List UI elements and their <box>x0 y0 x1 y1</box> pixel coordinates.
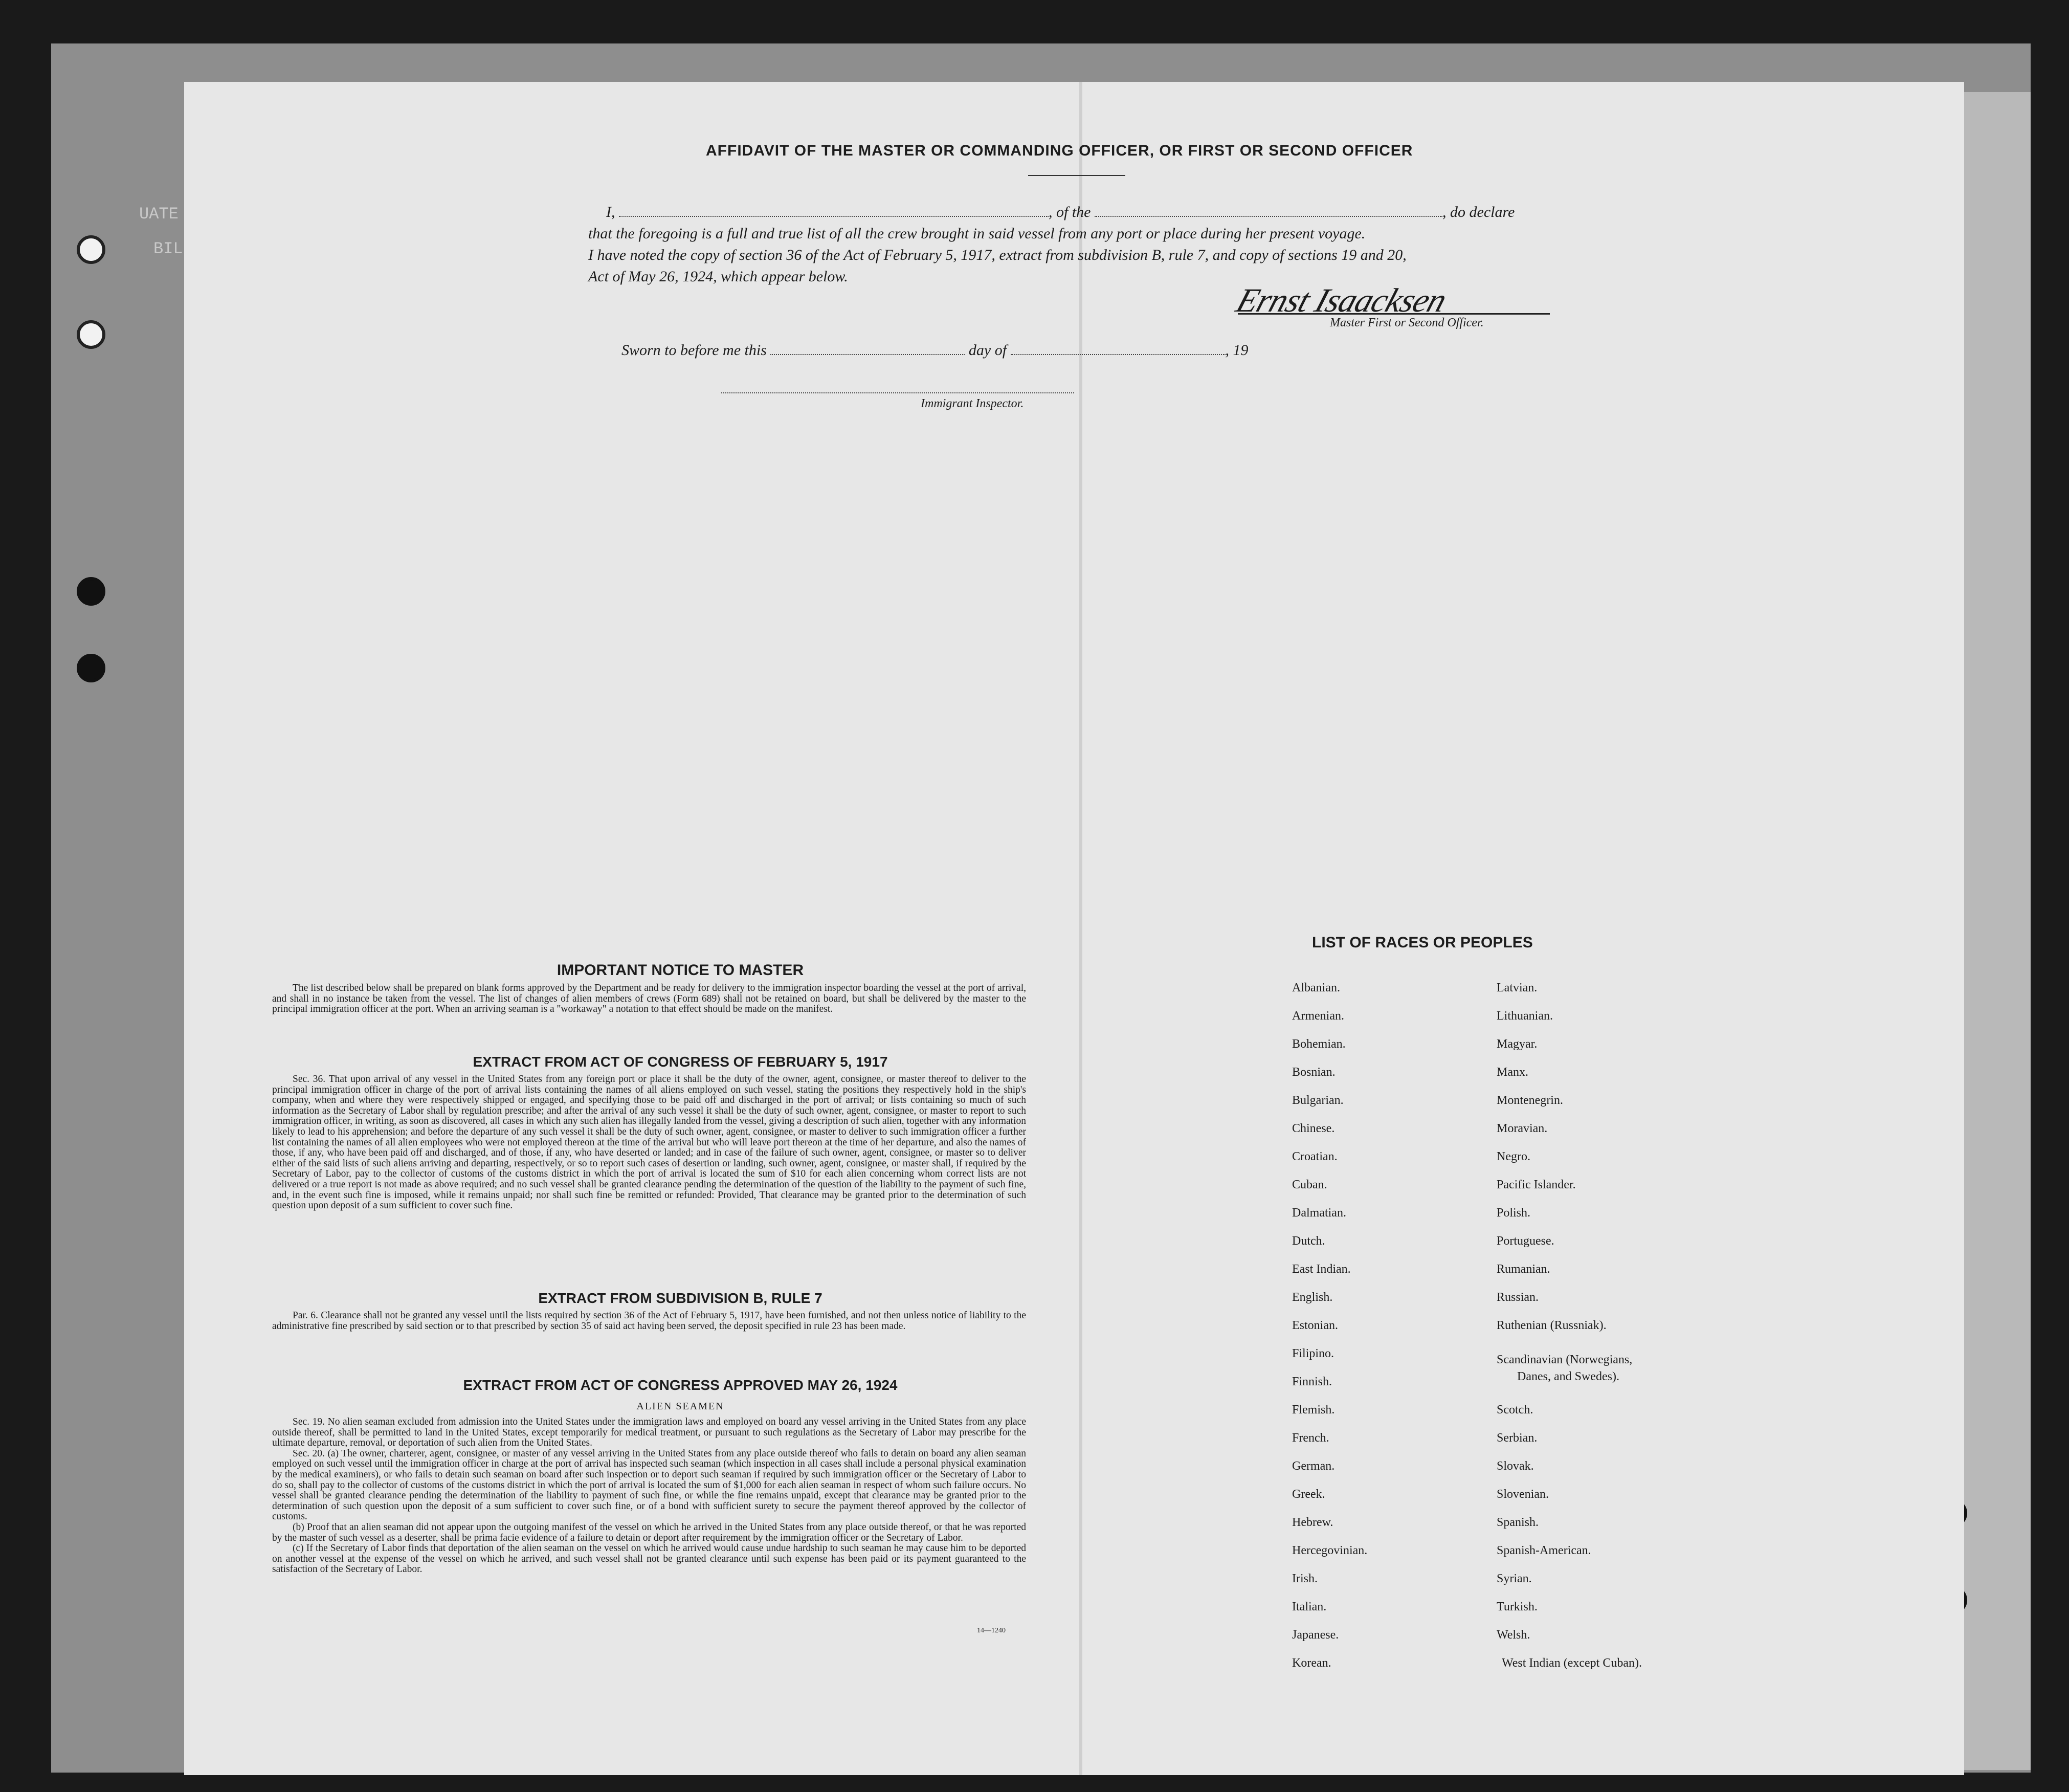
race-left: Dalmatian. <box>1292 1206 1346 1220</box>
extract-1924-title: EXTRACT FROM ACT OF CONGRESS APPROVED MAY 26, 1924 <box>463 1377 898 1393</box>
race-right: Serbian. <box>1497 1431 1538 1445</box>
extract-1917-title: EXTRACT FROM ACT OF CONGRESS OF FEBRUARY 5, 1917 <box>473 1054 888 1070</box>
race-right: Slovenian. <box>1497 1488 1549 1501</box>
race-right: Lithuanian. <box>1497 1009 1553 1023</box>
race-right: Negro. <box>1497 1150 1530 1163</box>
race-left: Japanese. <box>1292 1628 1339 1642</box>
race-left: Italian. <box>1292 1600 1327 1613</box>
race-left: Irish. <box>1292 1572 1318 1585</box>
inspector-label: Immigrant Inspector. <box>921 397 1024 410</box>
sworn-year: , 19 <box>1225 342 1249 359</box>
race-left: Bulgarian. <box>1292 1094 1344 1107</box>
race-right: Manx. <box>1497 1066 1528 1079</box>
affidavit-line-4: Act of May 26, 1924, which appear below. <box>588 268 848 285</box>
page-fold <box>1079 82 1082 1775</box>
extract-rule7-title: EXTRACT FROM SUBDIVISION B, RULE 7 <box>538 1290 822 1306</box>
race-left: Greek. <box>1292 1488 1325 1501</box>
form-number: 14—1240 <box>977 1627 1006 1634</box>
affidavit-i: I, <box>606 204 615 220</box>
race-right: Magyar. <box>1497 1037 1538 1051</box>
signature-label: Master First or Second Officer. <box>1330 316 1484 329</box>
race-left: Flemish. <box>1292 1403 1335 1417</box>
race-right: Montenegrin. <box>1497 1094 1563 1107</box>
race-right: Pacific Islander. <box>1497 1178 1576 1191</box>
race-right: West Indian (except Cuban). <box>1502 1656 1642 1670</box>
race-left: Armenian. <box>1292 1009 1344 1023</box>
punch-hole <box>77 235 105 264</box>
race-left: Bosnian. <box>1292 1066 1336 1079</box>
sworn-day-of: day of <box>968 342 1007 359</box>
race-left: English. <box>1292 1291 1333 1304</box>
stub-text-2: BIL <box>153 239 183 258</box>
affidavit-line-3: I have noted the copy of section 36 of the Act of February 5, 1917, extract from subdivision B, rule 7, and copy of sections 19 and 20, <box>588 247 1407 263</box>
race-right: Slovak. <box>1497 1459 1534 1473</box>
backing-sheet-edge <box>1959 92 2031 1770</box>
race-right: Scandinavian (Norwegians, <box>1497 1353 1633 1366</box>
section-20c: (c) If the Secretary of Labor finds that deportation of the alien seaman on the vessel on which he arrived would cause undue hardship to such seaman he may cause him to be deported on another vessel at the expense of the vessel on which he arrived, and such vessel shall not be granted clearance until such expense has been paid or its payment guaranteed to the satisfaction of the Secretary of Labor. <box>272 1543 1026 1575</box>
race-left: Cuban. <box>1292 1178 1327 1191</box>
affidavit-title: AFFIDAVIT OF THE MASTER OR COMMANDING OFFICER, OR FIRST OR SECOND OFFICER <box>706 142 1413 159</box>
race-right: Welsh. <box>1497 1628 1530 1642</box>
race-left: Dutch. <box>1292 1234 1325 1248</box>
race-right: Turkish. <box>1497 1600 1538 1613</box>
inspector-signature-rule <box>721 392 1074 393</box>
races-title: LIST OF RACES OR PEOPLES <box>1312 934 1533 951</box>
race-right: Moravian. <box>1497 1122 1548 1135</box>
extract-1924-body <box>272 1417 1026 1575</box>
signature-rule <box>1238 313 1550 315</box>
punch-hole <box>77 320 105 349</box>
stub-text-1: UATE <box>139 205 179 224</box>
race-left: Croatian. <box>1292 1150 1338 1163</box>
section-19: Sec. 19. No alien seaman excluded from admission into the United States under the immigration laws and employed on board any vessel arriving in the United States from any place outside thereof, shall be permitted to land in the United States, except temporarily for medical treatment, or pursuant to such regulations as the Secretary of Labor may prescribe for the ultimate departure, removal, or deportation of such alien from the United States. <box>272 1417 1026 1449</box>
race-left: Hercegovinian. <box>1292 1544 1368 1557</box>
race-left: East Indian. <box>1292 1263 1351 1276</box>
race-right: Portuguese. <box>1497 1234 1554 1248</box>
race-left: Estonian. <box>1292 1319 1338 1332</box>
race-left: Finnish. <box>1292 1375 1332 1388</box>
punch-hole <box>77 577 105 606</box>
notice-body: The list described below shall be prepared on blank forms approved by the Department and be ready for delivery to the immigration inspector boarding the vessel at the port of arrival, and shall in no instance be taken from the vessel. The list of changes of alien members of crews (Form 689) shall not be retained on board, but shall be delivered by the master to the principal immigration officer at the port. When an arriving seaman is a "workaway" a notation to that effect should be made on the manifest. <box>272 983 1026 1015</box>
affidavit-do-declare: , do declare <box>1442 204 1515 220</box>
master-signature: Ernst Isaacksen <box>1232 282 1451 319</box>
race-left: Hebrew. <box>1292 1516 1333 1529</box>
sworn-text: Sworn to before me this <box>621 342 767 359</box>
race-left: German. <box>1292 1459 1335 1473</box>
race-left: Filipino. <box>1292 1347 1334 1360</box>
race-right: Spanish. <box>1497 1516 1539 1529</box>
vessel-blank <box>1095 205 1442 217</box>
extract-rule7-body: Par. 6. Clearance shall not be granted any vessel until the lists required by section 36 of the Act of February 5, 1917, have been furnished, and not then unless notice of liability to the administrative fine prescribed by said section or to that prescribed by section 35 of said act having been served, the deposit specified in rule 23 has been made. <box>272 1310 1026 1332</box>
race-right: Spanish-American. <box>1497 1544 1591 1557</box>
race-left: Albanian. <box>1292 981 1340 994</box>
race-right: Scotch. <box>1497 1403 1533 1417</box>
sworn-month-blank <box>1011 343 1226 355</box>
title-rule <box>1028 175 1125 176</box>
race-right: Rumanian. <box>1497 1263 1550 1276</box>
section-20b: (b) Proof that an alien seaman did not appear upon the outgoing manifest of the vessel on which he arrived in the United States from any place outside thereof, or that he was reported by the master of such vessel as a deserter, shall be prima facie evidence of a failure to detain or deport after requirement by the immigration officer or the Secretary of Labor. <box>272 1521 1026 1543</box>
punch-hole <box>77 654 105 682</box>
sworn-day-blank <box>770 343 965 355</box>
notice-title: IMPORTANT NOTICE TO MASTER <box>557 962 804 979</box>
affidavit-line-2: that the foregoing is a full and true list of all the crew brought in said vessel from any port or place during her present voyage. <box>588 225 1366 242</box>
race-left: Korean. <box>1292 1656 1331 1670</box>
race-right: Latvian. <box>1497 981 1538 994</box>
affidavit-of-the: , of the <box>1049 204 1091 220</box>
extract-1917-body: Sec. 36. That upon arrival of any vessel in the United States from any foreign port or place it shall be the duty of the owner, agent, consignee, or master thereof to deliver to the principal immigration officer in charge of the port of arrival lists containing the names of all aliens employed on such vessel, stating the positions they respectively hold in the ship's company, when and where they were respectively shipped or engaged, and specifying those to be paid off and discharged in the port of arrival; or lists containing so much of such information as the Secretary of Labor shall by regulation prescribe; and after the arrival of any such vessel it shall be the duty of such owner, agent, consignee, or master to report to such immigration officer, in writing, as soon as discovered, all cases in which any such alien has illegally landed from the vessel, giving a description of such alien, together with any information likely to lead to his apprehension; and before the departure of any such vessel it shall be the duty of such owner, agent, consignee, or master to deliver to such immigration officer a further list containing the names of all alien employees who were not employed thereon at the time of the arrival but who will leave port thereon at the time of her departure, and also the names of those, if any, who have been paid off and discharged, and of those, if any, who have deserted or landed; and in case of the failure of such owner, agent, consignee, or master so to deliver either of the said lists of such aliens arriving and departing, respectively, or so to report such cases of desertion or landing, such owner, agent, consignee, or master shall, if required by the Secretary of Labor, pay to the collector of customs of the customs district in which the port of arrival is located the sum of $10 for each alien concerning whom correct lists are not delivered or a true report is not made as above required; and no such vessel shall be granted clearance pending the determination of the question of the liability to the payment of such fine, and, in the event such fine is imposed, while it remains unpaid; nor shall such fine be remitted or refunded: Provided, That clearance may be granted prior to the determination of such question upon deposit of a sum sufficient to cover such fine. <box>272 1074 1026 1211</box>
race-right: Polish. <box>1497 1206 1531 1220</box>
race-left: French. <box>1292 1431 1329 1445</box>
race-left: Chinese. <box>1292 1122 1335 1135</box>
affidavit-declaration-line <box>606 204 1515 221</box>
race-right: Ruthenian (Russniak). <box>1497 1319 1607 1332</box>
section-20a: Sec. 20. (a) The owner, charterer, agent, consignee, or master of any vessel arriving in the United States from any place outside thereof who fails to detain on board any alien seaman employed on such vessel until the immigration officer in charge at the port of arrival has inspected such seaman (which inspection in all cases shall include a personal physical examination by the medical examiners), or who fails to detain such seaman on board after such inspection or to deport such seaman if required by such immigration officer or the Secretary of Labor to do so, shall pay to the collector of customs of the customs district in which the port of arrival is located the sum of $1,000 for each alien seaman in respect of whom such failure occurs. No vessel shall be granted clearance pending the determination of the liability to payment of such fine, or while the fine remains unpaid, except that clearance may be granted prior to the determination of such question upon the deposit of a sum sufficient to cover such fine, or of a bond with sufficient surety to secure the payment thereof approved by the collector of customs. <box>272 1448 1026 1522</box>
race-left: Bohemian. <box>1292 1037 1346 1051</box>
race-right: Syrian. <box>1497 1572 1532 1585</box>
alien-seamen-subtitle: ALIEN SEAMEN <box>636 1401 724 1412</box>
name-blank <box>619 205 1049 217</box>
race-right: Danes, and Swedes). <box>1517 1370 1619 1383</box>
sworn-line <box>621 342 1249 359</box>
race-right: Russian. <box>1497 1291 1539 1304</box>
